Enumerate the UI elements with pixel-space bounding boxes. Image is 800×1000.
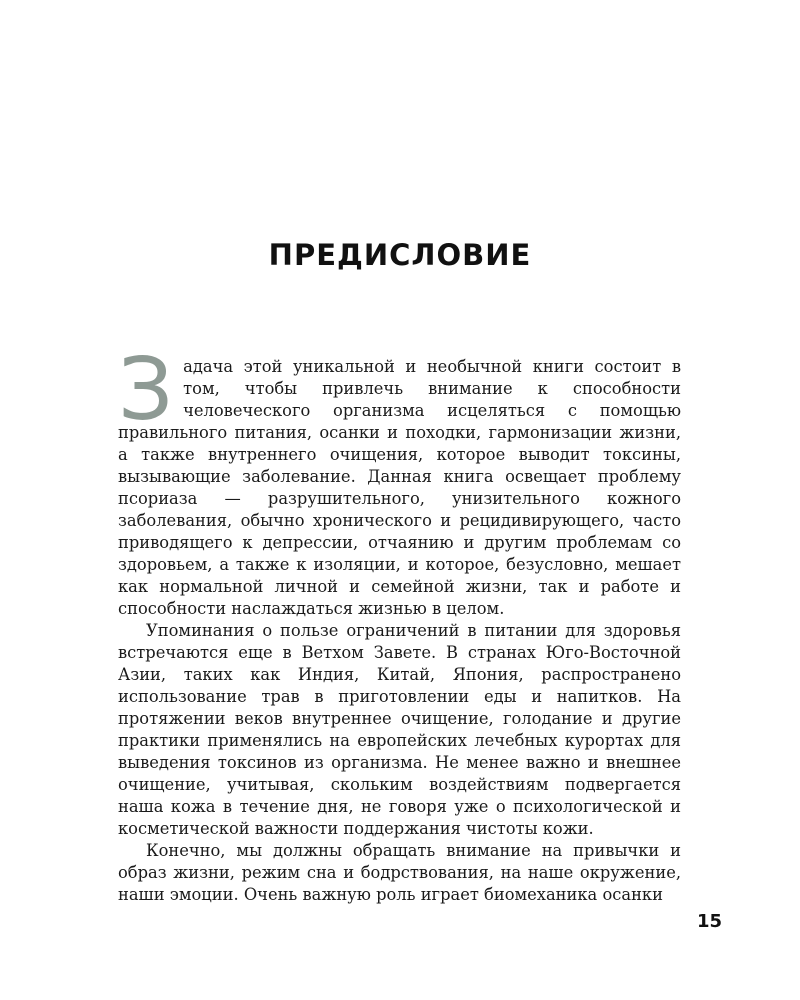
page-number: 15 <box>696 911 722 932</box>
drop-cap: З <box>118 340 174 440</box>
paragraph-2: Упоминания о пользе ограничений в питании для здоровья встречаются еще в Ветхом Завете. В странах Юго-Восточной Азии, таких как Индия, Китай, Япония, распространено использование трав в приготовлении еды и напитков. На протяжении веков внутреннее очищение, голодание и другие практики применялись на европейских лечебных курортах для выведения токсинов из организма. Не менее важно и внешнее очищение, учитывая, скольким воздействиям подвергается наша кожа в течение дня, не говоря уже о психологической и косметической важности поддержания чистоты кожи. <box>118 621 681 838</box>
body-text <box>118 340 681 906</box>
paragraph-1-text: адача этой уникальной и необычной книги состоит в том, чтобы привлечь внимание к способности человеческого организма исцеляться с помощью правильного питания, осанки и походки, гармонизации жизни, а также внутреннего очищения, которое выводит токсины, вызывающие заболевание. Данная книга освещает проблему псориаза — разрушительного, унизительного кожного заболевания, обычно хронического и рецидивирующего, часто приводящего к депрессии, отчаянию и другим проблемам со здоровьем, а также к изоляции, и которое, безусловно, мешает как нормальной личной и семейной жизни, так и работе и способности наслаждаться жизнью в целом. <box>118 357 681 618</box>
chapter-title: ПРЕДИСЛОВИЕ <box>268 238 532 272</box>
paragraph-1 <box>118 340 681 620</box>
paragraph-3: Конечно, мы должны обращать внимание на привычки и образ жизни, режим сна и бодрствования, на наше окружение, наши эмоции. Очень важную роль играет биомеханика осанки <box>118 841 681 904</box>
